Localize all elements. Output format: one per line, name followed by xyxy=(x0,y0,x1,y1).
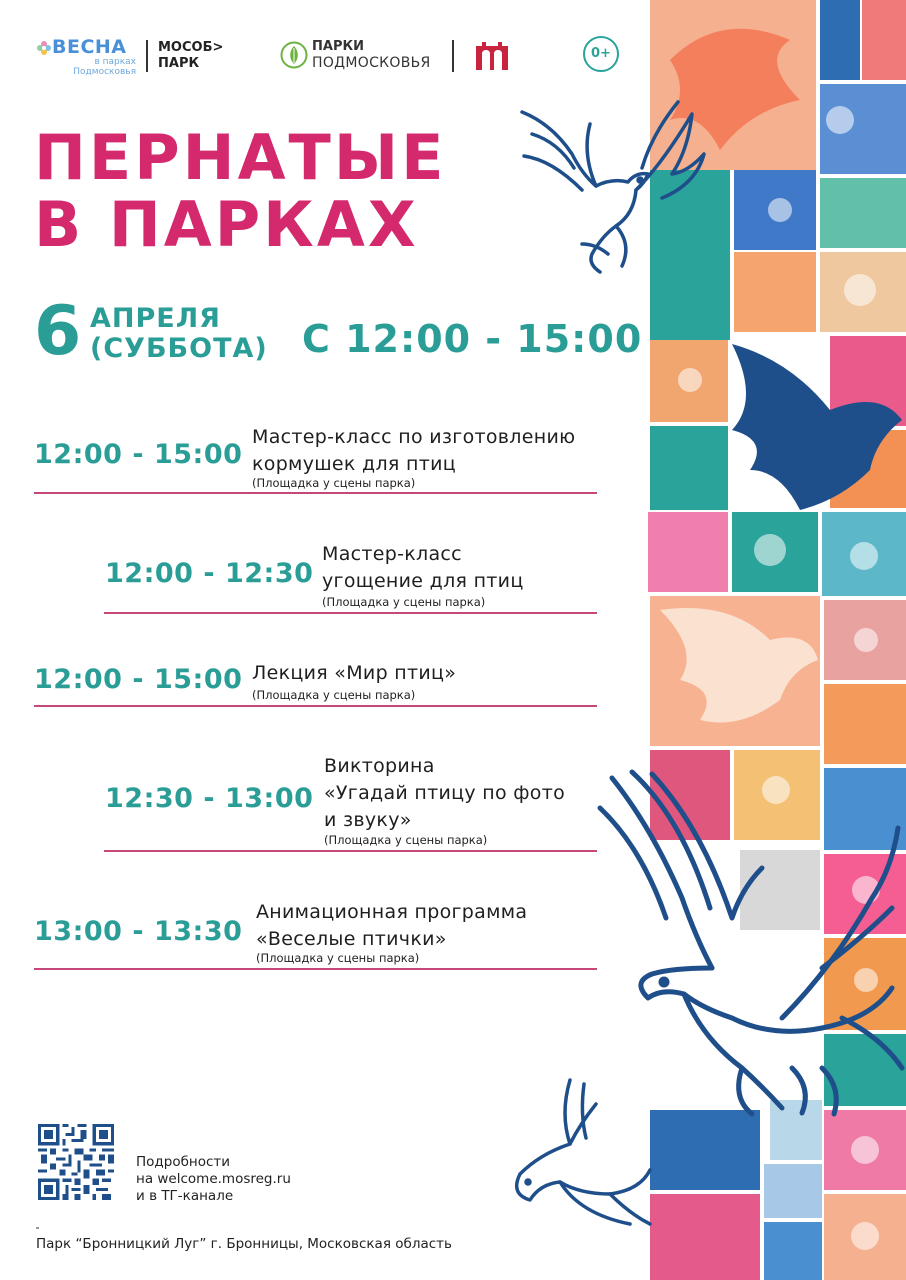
schedule-location: (Площадка у сцены парка) xyxy=(324,833,488,847)
mosoblpark-logo: МОСОБ> ПАРК xyxy=(158,40,224,71)
page-title: ПЕРНАТЫЕ В ПАРКАХ xyxy=(34,121,447,261)
schedule-time: 12:00 - 15:00 xyxy=(34,439,243,470)
schedule-time: 12:00 - 15:00 xyxy=(34,664,243,695)
schedule-title: Викторина «Угадай птицу по фото и звуку» xyxy=(324,755,565,831)
logo-separator xyxy=(146,40,148,72)
flower-icon xyxy=(36,40,52,56)
schedule-location: (Площадка у сцены парка) xyxy=(256,951,420,965)
vesna-logo xyxy=(36,36,136,76)
vesna-logo-word: ВЕСНА xyxy=(52,36,127,58)
schedule-divider xyxy=(34,705,597,707)
leaf-icon xyxy=(280,41,308,69)
event-date-text: АПРЕЛЯ (СУББОТА) xyxy=(90,303,268,364)
schedule-divider xyxy=(104,612,597,614)
schedule-title: Мастер-класс по изготовлению кормушек для птиц xyxy=(252,426,576,475)
schedule-time: 12:30 - 13:00 xyxy=(105,783,314,814)
logo-separator xyxy=(452,40,454,72)
qr-code[interactable] xyxy=(38,1124,114,1200)
event-time-range: С 12:00 - 15:00 xyxy=(302,317,643,361)
schedule-title: Анимационная программа «Веселые птички» xyxy=(256,901,528,950)
schedule-divider xyxy=(34,968,597,970)
more-info-text: Подробности на welcome.mosreg.ru и в ТГ-канале xyxy=(136,1154,291,1204)
dove-illustration-large xyxy=(592,768,906,1118)
venue-address: Парк “Бронницкий Луг” г. Бронницы, Московская область xyxy=(36,1236,452,1252)
website-link[interactable]: на welcome.mosreg.ru xyxy=(136,1171,291,1187)
schedule-time: 13:00 - 13:30 xyxy=(34,916,243,947)
schedule-title: Мастер-класс угощение для птиц xyxy=(322,543,524,592)
dove-illustration-small xyxy=(500,1074,660,1234)
schedule-location: (Площадка у сцены парка) xyxy=(252,688,416,702)
schedule-time: 12:00 - 12:30 xyxy=(105,558,314,589)
schedule-location: (Площадка у сцены парка) xyxy=(252,476,416,490)
schedule-title: Лекция «Мир птиц» xyxy=(252,662,457,684)
dove-illustration-top xyxy=(512,94,708,280)
schedule-divider xyxy=(104,850,597,852)
divider-mark xyxy=(36,1227,39,1229)
age-rating-badge: 0+ xyxy=(583,36,619,72)
schedule-location: (Площадка у сцены парка) xyxy=(322,595,486,609)
schedule-divider xyxy=(34,492,597,494)
event-day-number: 6 xyxy=(34,292,82,371)
gate-logo-icon xyxy=(472,38,512,72)
vesna-logo-subtitle: в парках Подмосковья xyxy=(73,57,136,77)
